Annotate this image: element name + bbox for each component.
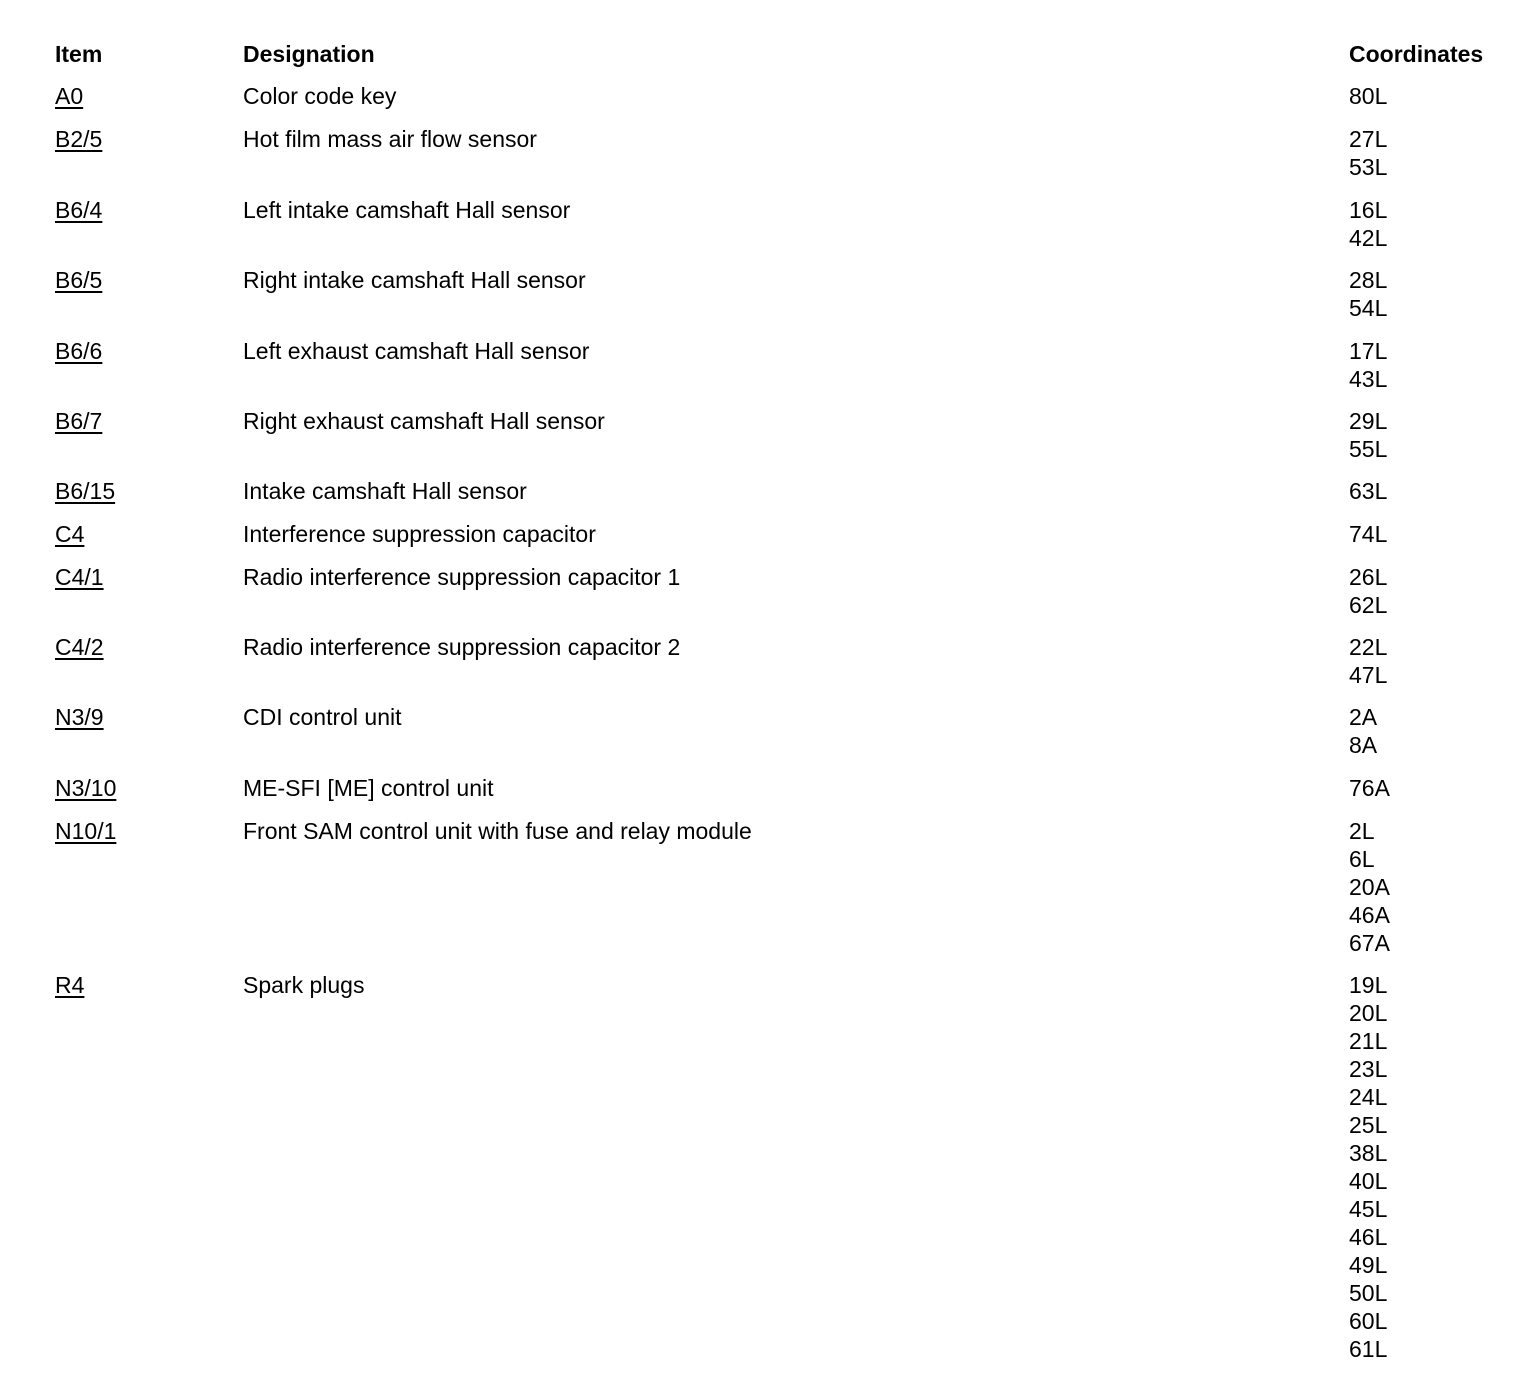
item-link[interactable]: N10/1	[55, 818, 117, 844]
item-cell	[55, 774, 116, 802]
designation-cell: Radio interference suppression capacitor 1	[243, 564, 681, 590]
coordinate-value: 17L	[1349, 338, 1388, 364]
coordinates-cell	[1349, 774, 1390, 802]
coordinate-value: 45L	[1349, 1196, 1388, 1222]
item-cell	[55, 266, 102, 294]
coordinate-value: 19L	[1349, 972, 1388, 998]
coordinate-value: 53L	[1349, 154, 1388, 180]
coordinate-value: 63L	[1349, 478, 1388, 504]
coordinates-cell	[1349, 817, 1390, 957]
coordinates-cell	[1349, 563, 1387, 619]
item-link[interactable]: B6/6	[55, 338, 103, 364]
item-cell	[55, 520, 84, 548]
coordinate-value: 2A	[1349, 704, 1378, 730]
item-cell	[55, 633, 104, 661]
coordinate-value: 16L	[1349, 197, 1388, 223]
coordinate-value: 23L	[1349, 1056, 1388, 1082]
designation-cell: Right intake camshaft Hall sensor	[243, 267, 586, 293]
item-cell	[55, 817, 116, 845]
item-cell	[55, 703, 104, 731]
coordinate-value: 55L	[1349, 436, 1388, 462]
coordinate-value: 8A	[1349, 732, 1378, 758]
coordinate-value: 21L	[1349, 1028, 1388, 1054]
item-cell	[55, 477, 115, 505]
coordinate-value: 6L	[1349, 846, 1375, 872]
coordinate-value: 54L	[1349, 295, 1388, 321]
designation-cell: Intake camshaft Hall sensor	[243, 478, 527, 504]
coordinates-cell	[1349, 196, 1387, 252]
coordinate-value: 80L	[1349, 83, 1388, 109]
coordinate-value: 42L	[1349, 225, 1388, 251]
coordinate-value: 38L	[1349, 1140, 1388, 1166]
coordinate-value: 67A	[1349, 930, 1390, 956]
coordinates-cell	[1349, 337, 1387, 393]
coordinate-value: 2L	[1349, 818, 1375, 844]
designation-cell: Spark plugs	[243, 972, 365, 998]
coordinate-value: 20L	[1349, 1000, 1388, 1026]
item-cell	[55, 337, 102, 365]
item-link[interactable]: B6/7	[55, 408, 103, 434]
coordinate-value: 20A	[1349, 874, 1390, 900]
item-link[interactable]: N3/10	[55, 775, 117, 801]
coordinate-value: 60L	[1349, 1308, 1388, 1334]
header-coordinates: Coordinates	[1349, 41, 1484, 67]
item-link[interactable]: B2/5	[55, 126, 103, 152]
header-designation: Designation	[243, 41, 375, 67]
designation-cell: Color code key	[243, 83, 397, 109]
coordinate-value: 61L	[1349, 1336, 1388, 1362]
coordinate-value: 46A	[1349, 902, 1390, 928]
coordinates-cell	[1349, 477, 1387, 505]
coordinate-value: 62L	[1349, 592, 1388, 618]
coordinates-cell	[1349, 82, 1387, 110]
item-link[interactable]: C4/2	[55, 634, 104, 660]
designation-cell: Interference suppression capacitor	[243, 521, 596, 547]
coordinate-value: 76A	[1349, 775, 1390, 801]
item-cell	[55, 407, 102, 435]
designation-cell: Radio interference suppression capacitor 2	[243, 634, 681, 660]
designation-cell: ME-SFI [ME] control unit	[243, 775, 494, 801]
coordinate-value: 27L	[1349, 126, 1388, 152]
item-cell	[55, 125, 102, 153]
coordinates-cell	[1349, 407, 1387, 463]
coordinate-value: 74L	[1349, 521, 1388, 547]
item-cell	[55, 196, 102, 224]
designation-cell: Right exhaust camshaft Hall sensor	[243, 408, 605, 434]
item-cell	[55, 971, 84, 999]
coordinates-cell	[1349, 520, 1387, 548]
coordinate-value: 29L	[1349, 408, 1388, 434]
coordinates-cell	[1349, 633, 1387, 689]
coordinate-value: 25L	[1349, 1112, 1388, 1138]
coordinates-cell	[1349, 125, 1387, 181]
item-link[interactable]: A0	[55, 83, 84, 109]
item-link[interactable]: R4	[55, 972, 85, 998]
designation-cell: CDI control unit	[243, 704, 402, 730]
item-link[interactable]: B6/5	[55, 267, 103, 293]
designation-cell: Hot film mass air flow sensor	[243, 126, 537, 152]
coordinate-value: 50L	[1349, 1280, 1388, 1306]
item-link[interactable]: N3/9	[55, 704, 104, 730]
coordinates-cell	[1349, 703, 1377, 759]
item-cell	[55, 563, 104, 591]
coordinate-value: 49L	[1349, 1252, 1388, 1278]
coordinate-value: 24L	[1349, 1084, 1388, 1110]
item-link[interactable]: B6/15	[55, 478, 116, 504]
designation-cell: Left intake camshaft Hall sensor	[243, 197, 571, 223]
designation-cell: Front SAM control unit with fuse and relay module	[243, 818, 752, 844]
coordinate-value: 47L	[1349, 662, 1388, 688]
item-cell	[55, 82, 83, 110]
coordinate-value: 43L	[1349, 366, 1388, 392]
item-link[interactable]: C4/1	[55, 564, 104, 590]
coordinate-value: 40L	[1349, 1168, 1388, 1194]
coordinate-value: 28L	[1349, 267, 1388, 293]
item-link[interactable]: C4	[55, 521, 85, 547]
item-link[interactable]: B6/4	[55, 197, 103, 223]
coordinates-cell	[1349, 266, 1387, 322]
coordinate-value: 26L	[1349, 564, 1388, 590]
coordinate-value: 22L	[1349, 634, 1388, 660]
header-item: Item	[55, 41, 103, 67]
coordinate-value: 46L	[1349, 1224, 1388, 1250]
designation-cell: Left exhaust camshaft Hall sensor	[243, 338, 590, 364]
coordinates-cell	[1349, 971, 1387, 1363]
